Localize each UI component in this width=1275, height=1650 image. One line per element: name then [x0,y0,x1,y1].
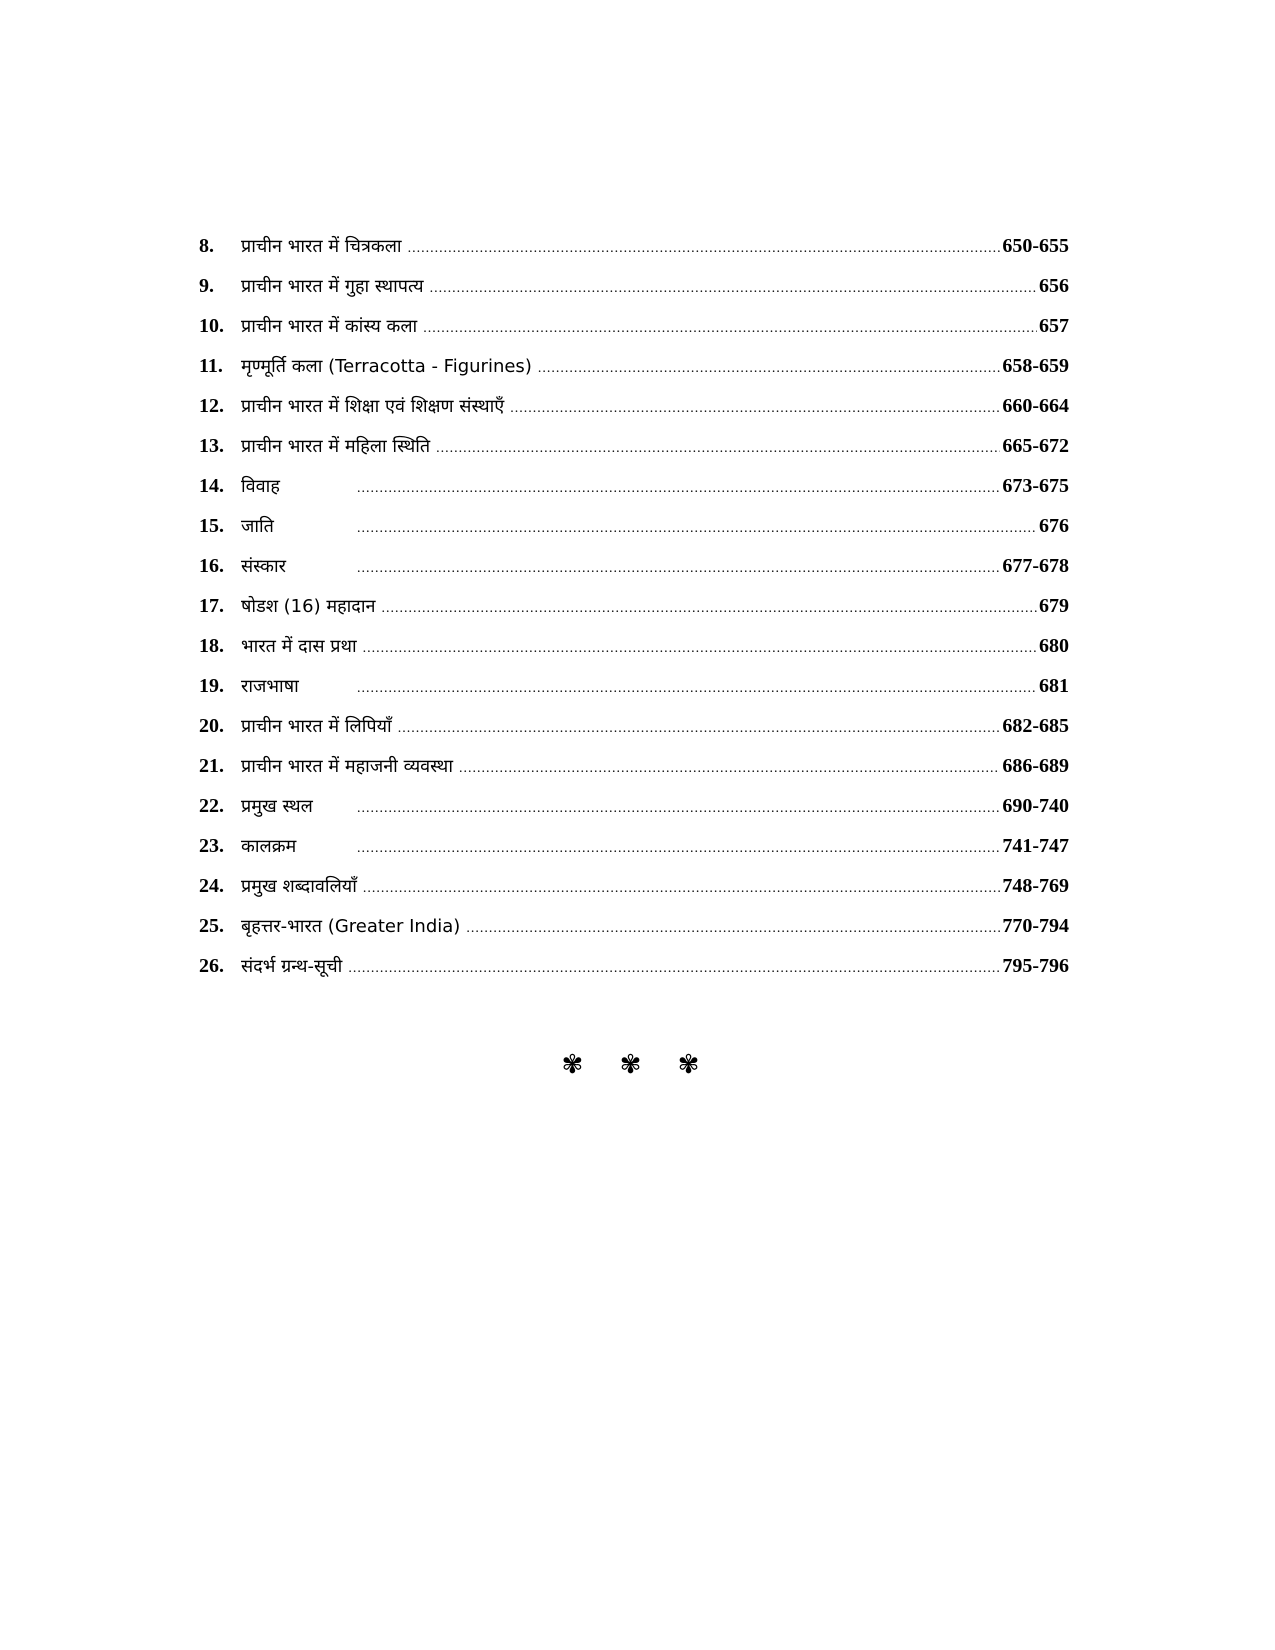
toc-entry-pages: 656 [1039,275,1069,297]
dot-leader [357,829,1000,869]
dot-leader [398,709,1001,749]
toc-entry [199,946,1069,986]
toc-entry-pages: 660-664 [1002,395,1069,417]
toc-entry-pages: 770-794 [1002,915,1069,937]
toc-entry-number: 21. [199,755,224,777]
dot-leader [459,749,1000,789]
toc-entry-number: 26. [199,955,224,977]
toc-entry-pages: 677-678 [1002,555,1069,577]
toc-entry [199,266,1069,306]
dot-leader [408,229,1001,269]
toc-entry [199,826,1069,866]
toc-entry-pages: 795-796 [1002,955,1069,977]
toc-entry-number: 22. [199,795,224,817]
dot-leader [423,309,1037,349]
dot-leader [348,949,1000,989]
dot-leader [357,549,1000,589]
dot-leader [538,349,1000,389]
toc-entry-title: षोडश (16) महादान [241,596,376,617]
table-of-contents [199,226,1069,986]
toc-entry-title: प्राचीन भारत में शिक्षा एवं शिक्षण संस्थाएँ [241,396,505,417]
toc-entry-number: 24. [199,875,224,897]
toc-entry-number: 16. [199,555,224,577]
dot-leader [382,589,1037,629]
dot-leader [357,509,1037,549]
toc-entry-title: भारत में दास प्रथा [241,636,357,657]
toc-entry [199,386,1069,426]
toc-entry [199,706,1069,746]
toc-entry [199,626,1069,666]
toc-entry-pages: 665-672 [1002,435,1069,457]
toc-entry-pages: 658-659 [1002,355,1069,377]
toc-entry-number: 13. [199,435,224,457]
toc-entry-number: 17. [199,595,224,617]
dot-leader [510,389,1000,429]
toc-entry-pages: 650-655 [1002,235,1069,257]
dot-leader [466,909,1000,949]
toc-entry-title: संदर्भ ग्रन्थ-सूची [241,956,343,977]
toc-entry-title: संस्कार [241,556,287,577]
toc-entry-pages: 690-740 [1002,795,1069,817]
toc-entry-title: प्राचीन भारत में महाजनी व्यवस्था [241,756,453,777]
dot-leader [430,269,1037,309]
toc-entry-title: प्राचीन भारत में चित्रकला [241,236,402,257]
toc-entry-title: प्रमुख स्थल [241,796,313,817]
toc-entry-number: 23. [199,835,224,857]
section-end-ornament: ✾ ✾ ✾ [561,1050,714,1080]
toc-entry [199,346,1069,386]
toc-entry-title: प्राचीन भारत में लिपियाँ [241,716,392,737]
toc-entry-number: 12. [199,395,224,417]
toc-entry [199,786,1069,826]
toc-entry [199,866,1069,906]
toc-entry-title: प्राचीन भारत में गुहा स्थापत्य [241,276,424,297]
toc-entry-pages: 686-689 [1002,755,1069,777]
toc-entry-pages: 741-747 [1002,835,1069,857]
toc-entry [199,746,1069,786]
toc-entry [199,426,1069,466]
toc-entry-title: विवाह [241,476,280,497]
toc-entry-number: 8. [199,235,214,257]
toc-entry-pages: 657 [1039,315,1069,337]
toc-entry-title: राजभाषा [241,676,299,697]
toc-entry-title: बृहत्तर-भारत (Greater India) [241,916,461,937]
toc-entry-pages: 676 [1039,515,1069,537]
toc-entry-title: मृण्मूर्ति कला (Terracotta - Figurines) [241,356,532,377]
toc-entry [199,226,1069,266]
toc-entry [199,506,1069,546]
toc-entry [199,586,1069,626]
toc-entry [199,666,1069,706]
toc-entry-title: कालक्रम [241,836,297,857]
toc-entry-number: 20. [199,715,224,737]
toc-entry [199,546,1069,586]
toc-entry-number: 11. [199,355,223,377]
toc-entry-title: जाति [241,516,274,537]
toc-entry-number: 19. [199,675,224,697]
toc-entry-number: 15. [199,515,224,537]
toc-entry-title: प्रमुख शब्दावलियाँ [241,876,357,897]
dot-leader [357,469,1000,509]
toc-entry-title: प्राचीन भारत में महिला स्थिति [241,436,431,457]
dot-leader [363,629,1037,669]
dot-leader [436,429,1000,469]
toc-entry [199,466,1069,506]
toc-entry-number: 9. [199,275,214,297]
toc-entry-number: 10. [199,315,224,337]
toc-entry-number: 14. [199,475,224,497]
dot-leader [357,669,1037,709]
toc-entry-pages: 673-675 [1002,475,1069,497]
toc-entry-pages: 681 [1039,675,1069,697]
toc-entry [199,906,1069,946]
dot-leader [357,789,1000,829]
toc-entry [199,306,1069,346]
toc-entry-pages: 682-685 [1002,715,1069,737]
dot-leader [363,869,1000,909]
toc-entry-pages: 679 [1039,595,1069,617]
toc-entry-title: प्राचीन भारत में कांस्य कला [241,316,418,337]
toc-entry-number: 25. [199,915,224,937]
toc-entry-pages: 748-769 [1002,875,1069,897]
toc-entry-pages: 680 [1039,635,1069,657]
toc-entry-number: 18. [199,635,224,657]
